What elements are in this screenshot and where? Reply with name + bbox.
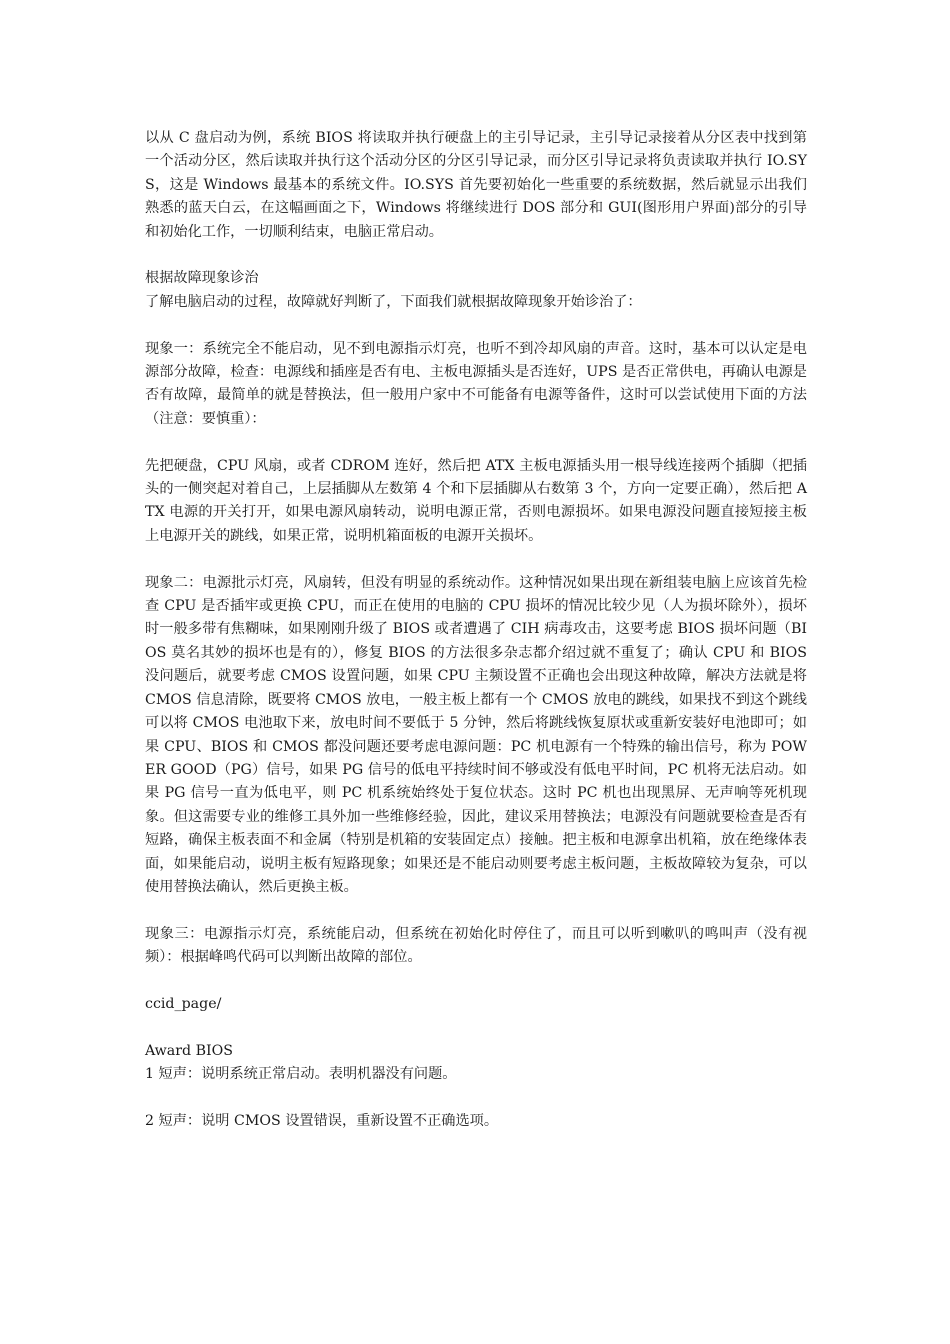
paragraph-gap	[145, 244, 807, 267]
paragraph-gap	[145, 899, 807, 922]
paragraph-gap	[145, 1016, 807, 1039]
paragraph-symptom-one: 现象一：系统完全不能启动，见不到电源指示灯亮，也听不到冷却风扇的声音。这时，基本可以认定是电源部分故障，检查：电源线和插座是否有电、主板电源插头是否连好，UPS 是否正常供电，再确认电源是否有故障，最简单的就是替换法，但一般用户家中不可能备有电源等备件，这时可以尝试使用下面的方法（注意：要慎重）：	[145, 340, 807, 427]
paragraph-power-test: 先把硬盘，CPU 风扇，或者 CDROM 连好，然后把 ATX 主板电源插头用一根导线连接两个插脚（把插头的一侧突起对着自己，上层插脚从左数第 4 个和下层插脚从右数第 3 个，方向一定要正确），然后把 ATX 电源的开关打开，如果电源风扇转动，说明电源正常，否则电源损坏。如果电源没问题直接短接主板上电源开关的跳线，如果正常，说明机箱面板的电源开关损坏。	[145, 457, 807, 544]
paragraph-gap	[145, 970, 807, 993]
beep-code-one-short: 1 短声：说明系统正常启动。表明机器没有问题。	[145, 1066, 457, 1083]
paragraph-boot-process: 以从 C 盘启动为例，系统 BIOS 将读取并执行硬盘上的主引导记录，主引导记录接着从分区表中找到第一个活动分区，然后读取并执行这个活动分区的分区引导记录，而分区引导记录将负责读取并执行 IO.SYS，这是 Windows 最基本的系统文件。IO.SYS 首先要初始化一些重要的系统数据，然后就显示出我们熟悉的蓝天白云，在这幅画面之下，Windows 将继续进行 DOS 部分和 GUI(图形用户界面)部分的引导和初始化工作，一切顺利结束，电脑正常启动。	[145, 130, 807, 240]
paragraph-gap	[145, 431, 807, 454]
document-body	[145, 127, 807, 1133]
paragraph-symptom-three: 现象三：电源指示灯亮，系统能启动，但系统在初始化时停住了，而且可以听到嗽叭的鸣叫声（没有视频）：根据峰鸣代码可以判断出故障的部位。	[145, 925, 807, 966]
paragraph-gap	[145, 1087, 807, 1110]
section-heading-award-bios: Award BIOS	[145, 1042, 233, 1059]
page-marker: ccid_page/	[145, 995, 222, 1012]
paragraph-gap	[145, 314, 807, 337]
beep-code-two-short: 2 短声：说明 CMOS 设置错误，重新设置不正确选项。	[145, 1112, 499, 1129]
paragraph-symptom-two: 现象二：电源批示灯亮，风扇转，但没有明显的系统动作。这种情况如果出现在新组装电脑上应该首先检查 CPU 是否插牢或更换 CPU，而正在使用的电脑的 CPU 损坏的情况比较少见（人为损坏除外），损坏时一般多带有焦糊味，如果刚刚升级了 BIOS 或者遭遇了 CIH 病毒攻击，这要考虑 BIOS 损坏问题（BIOS 莫名其妙的损坏也是有的），修复 BIOS 的方法很多杂志都介绍过就不重复了；确认 CPU 和 BIOS 没问题后，就要考虑 CMOS 设置问题，如果 CPU 主频设置不正确也会出现这种故障，解决方法就是将 CMOS 信息清除，既要将 CMOS 放电，一般主板上都有一个 CMOS 放电的跳线，如果找不到这个跳线可以将 CMOS 电池取下来，放电时间不要低于 5 分钟，然后将跳线恢复原状或重新安装好电池即可；如果 CPU、BIOS 和 CMOS 都没问题还要考虑电源问题：PC 机电源有一个特殊的输出信号，称为 POWER GOOD（PG）信号，如果 PG 信号的低电平持续时间不够或没有低电平时间，PC 机将无法启动。如果 PG 信号一直为低电平，则 PC 机系统始终处于复位状态。这时 PC 机也出现黑屏、无声响等死机现象。但这需要专业的维修工具外加一些维修经验，因此，建议采用替换法；电源没有问题就要检查是否有短路，确保主板表面不和金属（特别是机箱的安装固定点）接触。把主板和电源拿出机箱，放在绝缘体表面，如果能启动，说明主板有短路现象；如果还是不能启动则要考虑主板问题，主板故障较为复杂，可以使用替换法确认，然后更换主板。	[145, 574, 807, 895]
section-heading-diagnosis: 根据故障现象诊治	[145, 270, 259, 287]
paragraph-gap	[145, 548, 807, 571]
paragraph-intro: 了解电脑启动的过程，故障就好判断了，下面我们就根据故障现象开始诊治了：	[145, 293, 642, 310]
